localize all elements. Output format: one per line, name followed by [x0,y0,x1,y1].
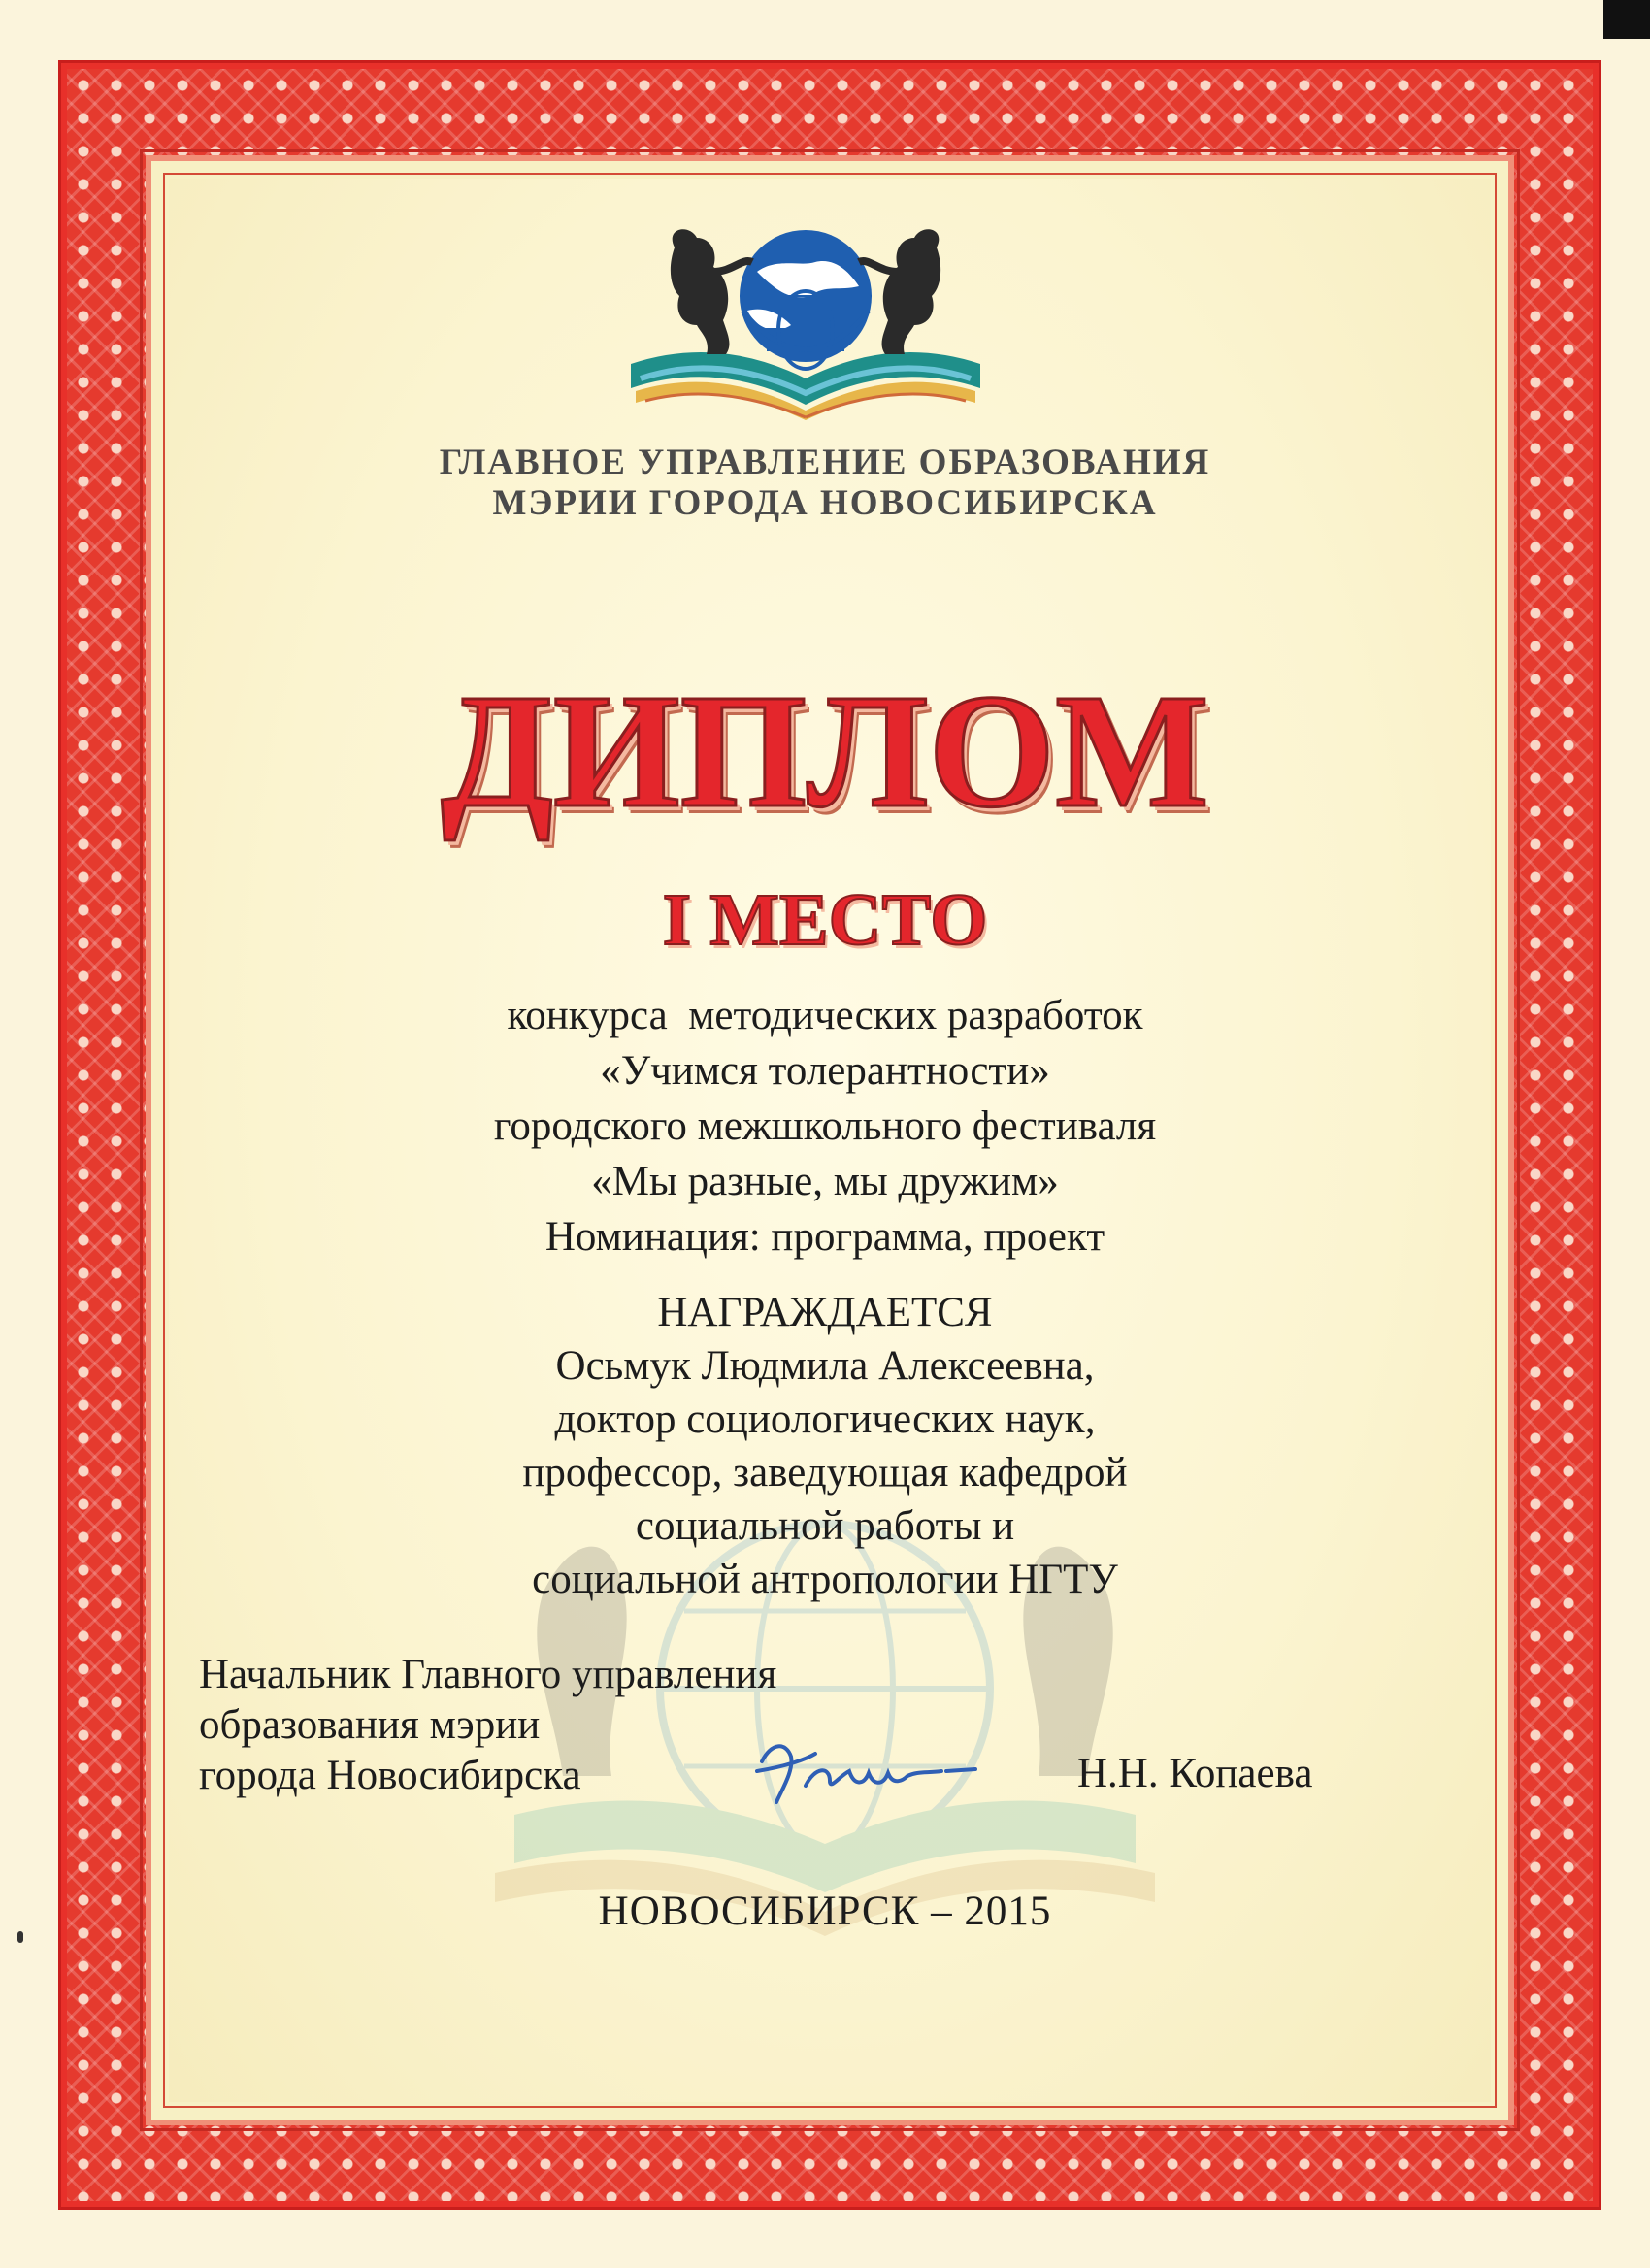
city-year: НОВОСИБИРСК – 2015 [598,1889,1052,1934]
awardee-block [0,1286,1650,1606]
awardee-line: доктор социологических наук, [554,1397,1096,1442]
signatory-line: Начальник Главного управления [199,1652,777,1697]
sable-globe-book-emblem-icon [621,218,990,422]
description-line: городского межшкольного фестиваля [493,1103,1157,1149]
signatory-title [199,1650,776,1801]
description-line: Номинация: программа, проект [544,1214,1106,1260]
contest-description [0,988,1650,1265]
awarded-heading: НАГРАЖДАЕТСЯ [657,1290,993,1335]
signatory-name: Н.Н. Копаева [1077,1751,1313,1796]
description-line: «Учимся толерантности» [600,1048,1050,1094]
handwritten-signature-icon [747,1732,990,1810]
signatory-line: города Новосибирска [199,1753,581,1798]
organization-line-1: ГЛАВНОЕ УПРАВЛЕНИЕ ОБРАЗОВАНИЯ [439,443,1211,482]
place-heading: I МЕСТО [662,879,988,961]
awardee-line: социальной работы и [635,1503,1015,1549]
description-line: «Мы разные, мы дружим» [591,1159,1059,1204]
awardee-line: социальной антропологии НГТУ [532,1557,1118,1602]
organization-line-2: МЭРИИ ГОРОДА НОВОСИБИРСКА [492,483,1158,523]
description-line: конкурса методических разработок [507,993,1143,1038]
diploma-title: ДИПЛОМ [441,661,1209,841]
signatory-line: образования мэрии [199,1702,541,1748]
awardee-line: профессор, заведующая кафедрой [522,1450,1128,1496]
scan-edge [1603,0,1650,39]
awardee-line: Осьмук Людмила Алексеевна, [555,1343,1095,1389]
